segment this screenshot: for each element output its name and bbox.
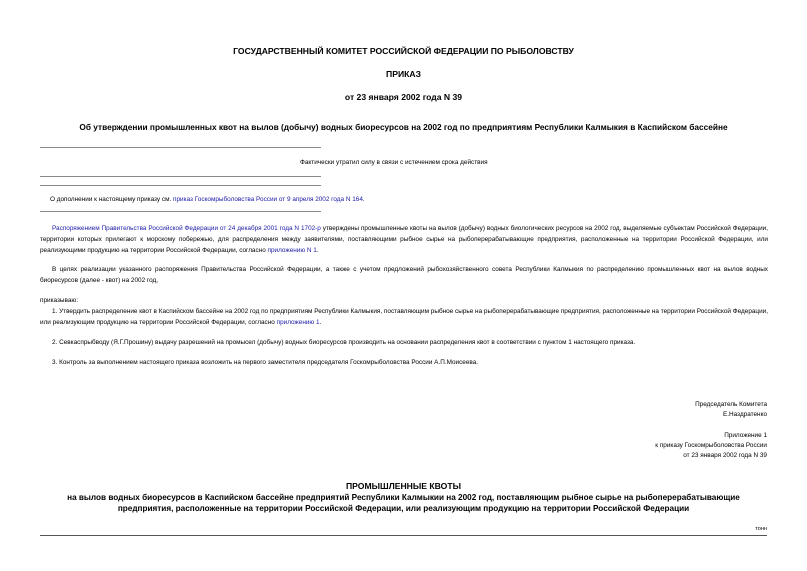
amendment-prefix: О дополнении к настоящему приказу см. xyxy=(50,196,172,203)
item-3: 3. Контроль за выполнением настоящего приказа возложить на первого заместителя председателя Госкомрыболовства России А.П.Моисеева. xyxy=(52,359,479,366)
paragraph-1-text: утверждены промышленные квоты на вылов (добычу) водных биологических ресурсов на 2002 год, выделяемые субъектам Российской Федерации, территории которых прилегают к морскому побережью, для распределения между заявителями, поставляющими рыбное сырье на рыбоперерабатывающие предприятия, расположенные на территории Российской Федерации, или реализующими продукцию на территории Российской Федерации, согласно xyxy=(40,225,769,255)
appendix-ref-block xyxy=(655,431,767,462)
divider xyxy=(40,147,321,148)
item-1-end: . xyxy=(319,319,322,327)
paragraph-1 xyxy=(40,223,768,257)
signature-position: Председатель Комитета xyxy=(695,401,767,408)
doc-type: ПРИКАЗ xyxy=(386,69,421,79)
item-2: 2. Севкаспрыбводу (Я.Г.Прошину) выдачу разрешений на промысел (добычу) водных биоресурсов производить на основании распределения квот в соответствии с пунктом 1 настоящего приказа. xyxy=(52,339,636,346)
table-top-rule xyxy=(40,535,767,536)
status-note: Фактически утратил силу в связи с истечением срока действия xyxy=(300,159,488,166)
committee-title: ГОСУДАРСТВЕННЫЙ КОМИТЕТ РОССИЙСКОЙ ФЕДЕРАЦИИ ПО РЫБОЛОВСТВУ xyxy=(233,46,574,56)
amendment-note xyxy=(50,195,365,205)
appendix-date: от 23 января 2002 года N 39 xyxy=(683,452,767,460)
divider xyxy=(40,176,321,177)
government-order-link[interactable]: Распоряжением Правительства Российской Федерации от 24 декабря 2001 года N 1702-р xyxy=(52,225,321,232)
appendix-label: Приложение 1 xyxy=(724,432,767,439)
appendix-title: ПРОМЫШЛЕННЫЕ КВОТЫ xyxy=(346,481,461,491)
order-word: приказываю: xyxy=(40,297,78,304)
paragraph-2: В целях реализации указанного распоряжения Правительства Российской Федерации, а также с учетом предложений рыбохозяйственного совета Республики Калмыкия по распределению промышленных квот на вылов водных биоресурсов (далее - квот) на 2002 год, xyxy=(40,266,768,285)
signature-block xyxy=(695,400,767,420)
appendix-n1-link[interactable]: приложению N 1 xyxy=(267,247,317,255)
divider xyxy=(40,211,321,212)
item-1-text: 1. Утвердить распределение квот в Каспийском бассейне на 2002 год по предприятиям Республики Калмыкия, поставляющим рыбное сырье на рыбоперерабатывающие предприятия, расположенные на территории Российской Федерации, или реализующим продукцию на территории Российской Федерации, согласно xyxy=(40,308,768,327)
appendix-1-link[interactable]: приложению 1 xyxy=(276,319,320,327)
doc-title: Об утверждении промышленных квот на вылов (добычу) водных биоресурсов на 2002 год по предприятиям Республики Калмыкия в Каспийском бассейне xyxy=(79,122,728,132)
appendix-subtitle: на вылов водных биоресурсов в Каспийском бассейне предприятий Республики Калмыкии на 2002 год, поставляющим рыбное сырье на рыбоперерабатывающие предприятия, расположенные на территории Российской Федерации, или реализующим продукцию на территории Российской Федерации xyxy=(67,493,740,513)
appendix-ref: к приказу Госкомрыболовства России xyxy=(655,442,767,450)
item-1 xyxy=(40,306,768,328)
paragraph-1-end: . xyxy=(316,247,319,255)
divider xyxy=(40,185,321,186)
amendment-link[interactable]: приказ Госкомрыболовства России от 9 апреля 2002 года N 164 xyxy=(173,196,363,203)
signature-name: Е.Наздратенко xyxy=(723,411,767,419)
unit-label: тонн xyxy=(755,526,767,532)
amendment-suffix: . xyxy=(362,196,365,203)
doc-date-number: от 23 января 2002 года N 39 xyxy=(344,92,463,102)
